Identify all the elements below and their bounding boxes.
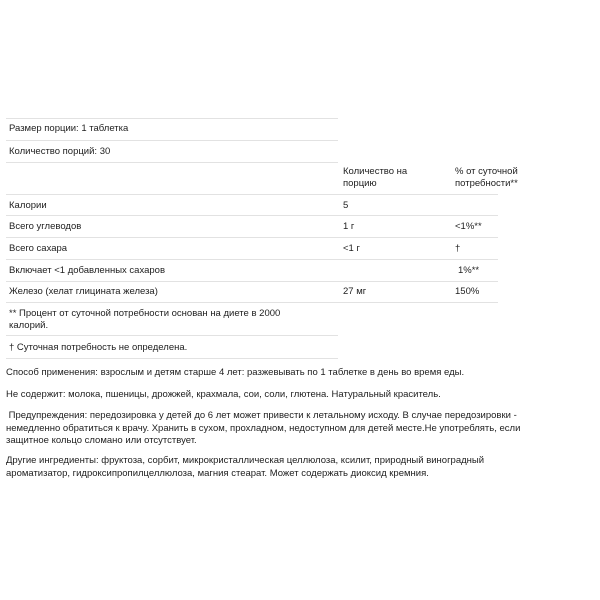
nutrient-amount: 5 bbox=[343, 200, 349, 211]
rule-footnote-1 bbox=[6, 335, 338, 336]
warnings bbox=[6, 410, 596, 448]
nutrient-daily-value: 150% bbox=[455, 286, 480, 297]
column-header-dv-line-2: потребности** bbox=[455, 178, 518, 189]
rule-row-2 bbox=[6, 237, 498, 238]
nutrient-amount: 1 г bbox=[343, 221, 355, 232]
nutrient-daily-value: 1%** bbox=[458, 265, 480, 276]
rule-top bbox=[6, 118, 338, 119]
nutrient-amount: 27 мг bbox=[343, 286, 367, 297]
nutrient-daily-value: † bbox=[455, 243, 461, 254]
other-ingredients-line-1: Другие ингредиенты: фруктоза, сорбит, микрокристаллическая целлюлоза, ксилит, природный виноградный bbox=[6, 455, 485, 466]
nutrient-name: Всего углеводов bbox=[9, 221, 82, 232]
warnings-line-1: Предупреждения: передозировка у детей до 6 лет может привести к летальному исходу. В случае передозировки - bbox=[6, 410, 517, 421]
column-header-amount bbox=[343, 166, 407, 190]
servings-count: Количество порций: 30 bbox=[9, 146, 111, 157]
rule-serving bbox=[6, 140, 338, 141]
not-contains: Не содержит: молока, пшеницы, дрожжей, крахмала, сои, соли, глютена. Натуральный краситель. bbox=[6, 389, 441, 400]
column-header-daily-value bbox=[455, 166, 518, 190]
rule-header bbox=[6, 194, 498, 195]
footnote-daily-value-line-1: ** Процент от суточной потребности основан на диете в 2000 bbox=[9, 308, 281, 319]
usage-instructions: Способ применения: взрослым и детям старше 4 лет: разжевывать по 1 таблетке в день во время еды. bbox=[6, 367, 465, 378]
footnote-daily-value bbox=[9, 308, 280, 332]
nutrient-name: Железо (хелат глицината железа) bbox=[9, 286, 158, 297]
nutrient-daily-value: <1%** bbox=[455, 221, 482, 232]
footnote-daily-value-line-2: калорий. bbox=[9, 320, 49, 331]
rule-row-1 bbox=[6, 215, 498, 216]
nutrient-name: Калории bbox=[9, 200, 47, 211]
other-ingredients-line-2: ароматизатор, гидроксипропилцеллюлоза, магния стеарат. Может содержать диоксид кремния. bbox=[6, 467, 429, 479]
warnings-line-3: защитное кольцо сломано или отсутствует. bbox=[6, 435, 197, 446]
column-header-dv-line-1: % от суточной bbox=[455, 166, 518, 177]
nutrient-name: Включает <1 добавленных сахаров bbox=[9, 265, 165, 276]
column-header-amount-line-2: порцию bbox=[343, 178, 377, 189]
rule-servings bbox=[6, 162, 338, 163]
rule-row-3 bbox=[6, 259, 498, 260]
warnings-line-2: немедленно обратиться к врачу. Хранить в сухом, прохладном, недоступном для детей месте.Не употреблять, если bbox=[6, 422, 521, 434]
footnote-not-established: † Суточная потребность не определена. bbox=[9, 342, 188, 353]
other-ingredients bbox=[6, 455, 596, 480]
nutrient-amount: <1 г bbox=[343, 243, 360, 254]
serving-size: Размер порции: 1 таблетка bbox=[9, 123, 129, 134]
rule-footnote-2 bbox=[6, 358, 338, 359]
nutrient-name: Всего сахара bbox=[9, 243, 68, 254]
column-header-amount-line-1: Количество на bbox=[343, 166, 408, 177]
rule-row-5 bbox=[6, 302, 498, 303]
rule-row-4 bbox=[6, 281, 498, 282]
